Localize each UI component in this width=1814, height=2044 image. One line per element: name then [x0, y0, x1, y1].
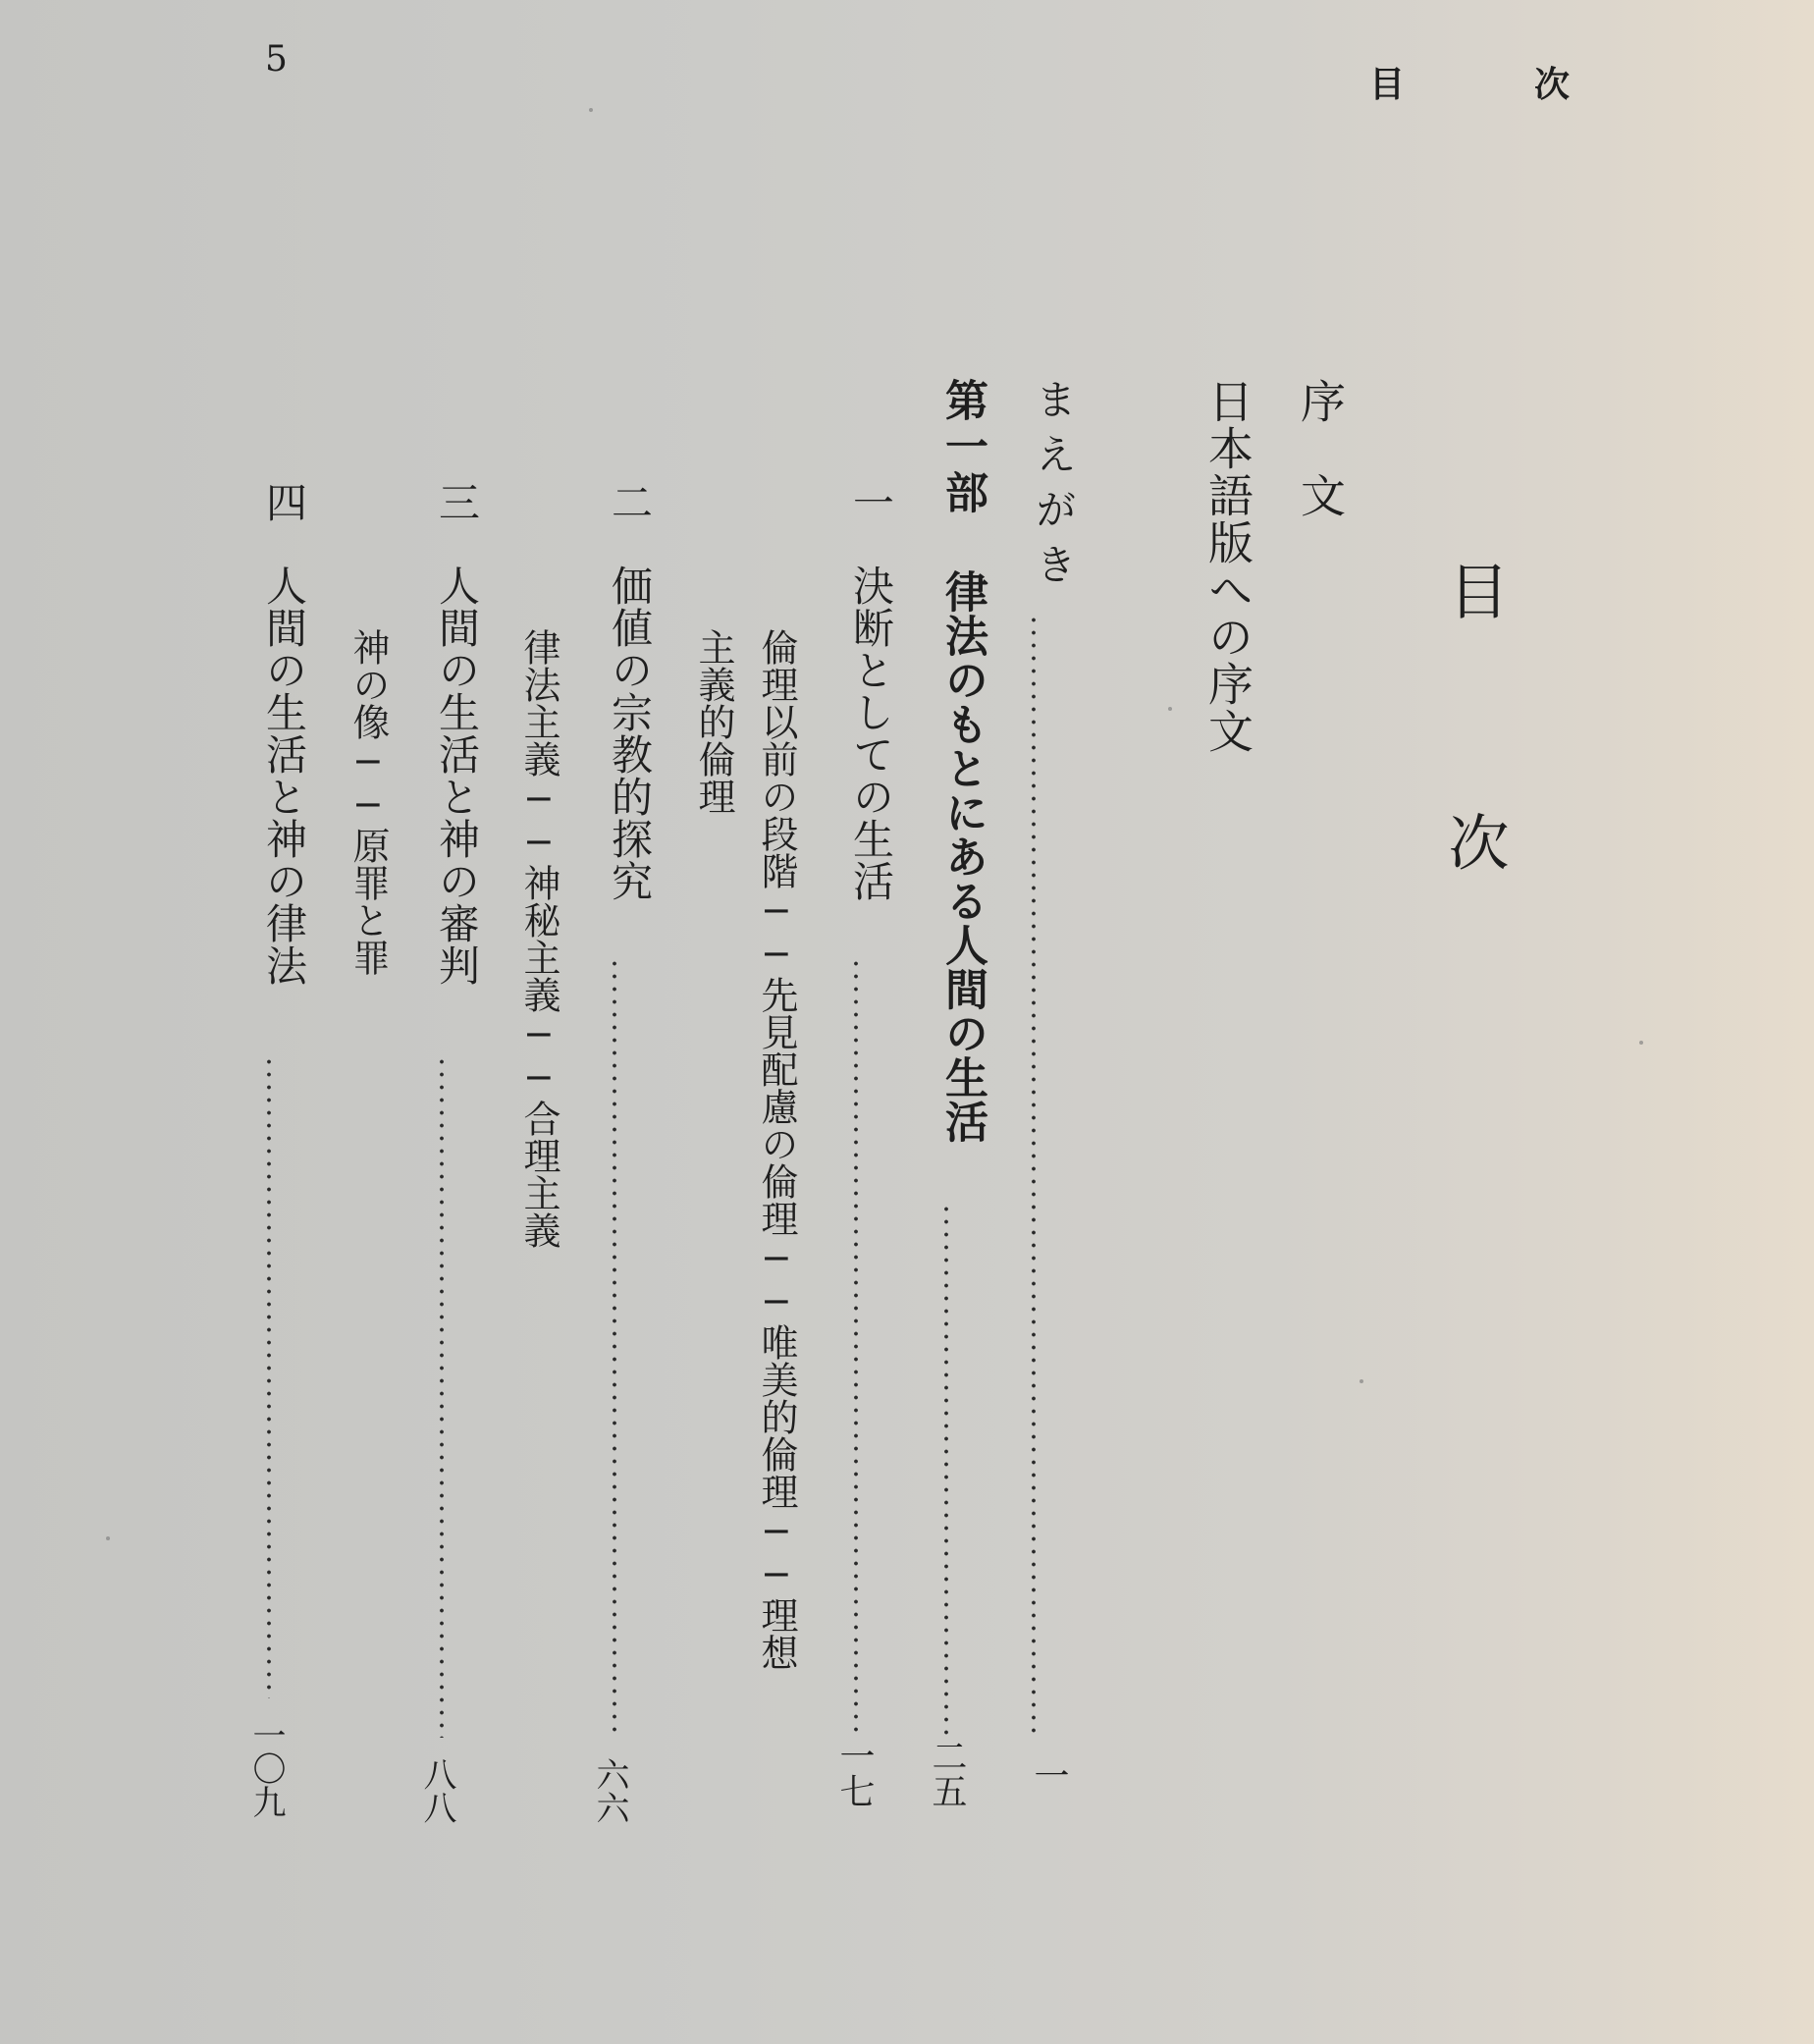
leader-dots	[943, 1203, 949, 1738]
page-number: 5	[265, 39, 288, 80]
part-label: 第一部	[937, 378, 987, 516]
page-ref: 一七	[834, 1738, 875, 1808]
page-ref: 一	[1029, 1757, 1069, 1793]
paper-speck	[1168, 707, 1172, 711]
paper-speck	[589, 108, 593, 112]
leader-dots	[612, 957, 617, 1738]
chapter-number: 三	[433, 481, 481, 522]
page-ref: 一〇九	[246, 1718, 286, 1818]
chapter-number: 一	[847, 481, 895, 522]
leader-dots	[266, 1055, 272, 1698]
chapter-subtopics: 倫理以前の段階──先見配慮の倫理──唯美的倫理──理想	[755, 628, 798, 1671]
running-head: 目 次	[1369, 64, 1576, 105]
leader-dots	[439, 1055, 445, 1738]
paper-speck	[106, 1536, 110, 1540]
toc-entry-foreword: まえがき	[1030, 378, 1078, 598]
chapter-subtopics: 神の像──原罪と罪	[347, 628, 390, 976]
page-ref: 八八	[417, 1757, 456, 1824]
page-ref: 六六	[590, 1757, 629, 1824]
chapter-title: 決断としての生活	[847, 565, 895, 902]
leader-dots	[1031, 614, 1037, 1738]
page-ref: 二五	[927, 1738, 967, 1808]
toc-entry-preface: 序 文	[1294, 378, 1347, 519]
paper-speck	[1360, 1379, 1363, 1383]
chapter-title: 人間の生活と神の審判	[433, 565, 481, 987]
chapter-number: 四	[260, 481, 308, 522]
part-title: 律法のもとにある人間の生活	[937, 569, 987, 1144]
leader-dots	[853, 957, 859, 1738]
chapter-title: 人間の生活と神の律法	[260, 565, 308, 987]
page-title: 目 次	[1438, 560, 1510, 937]
chapter-subtopics: 律法主義──神秘主義──合理主義	[517, 628, 560, 1249]
chapter-subtopics-cont: 主義的倫理	[692, 628, 735, 815]
paper-speck	[1639, 1041, 1643, 1045]
chapter-title: 価値の宗教的探究	[606, 565, 654, 902]
chapter-number: 二	[606, 481, 654, 522]
toc-entry-preface-japanese: 日本語版への序文	[1201, 378, 1254, 755]
